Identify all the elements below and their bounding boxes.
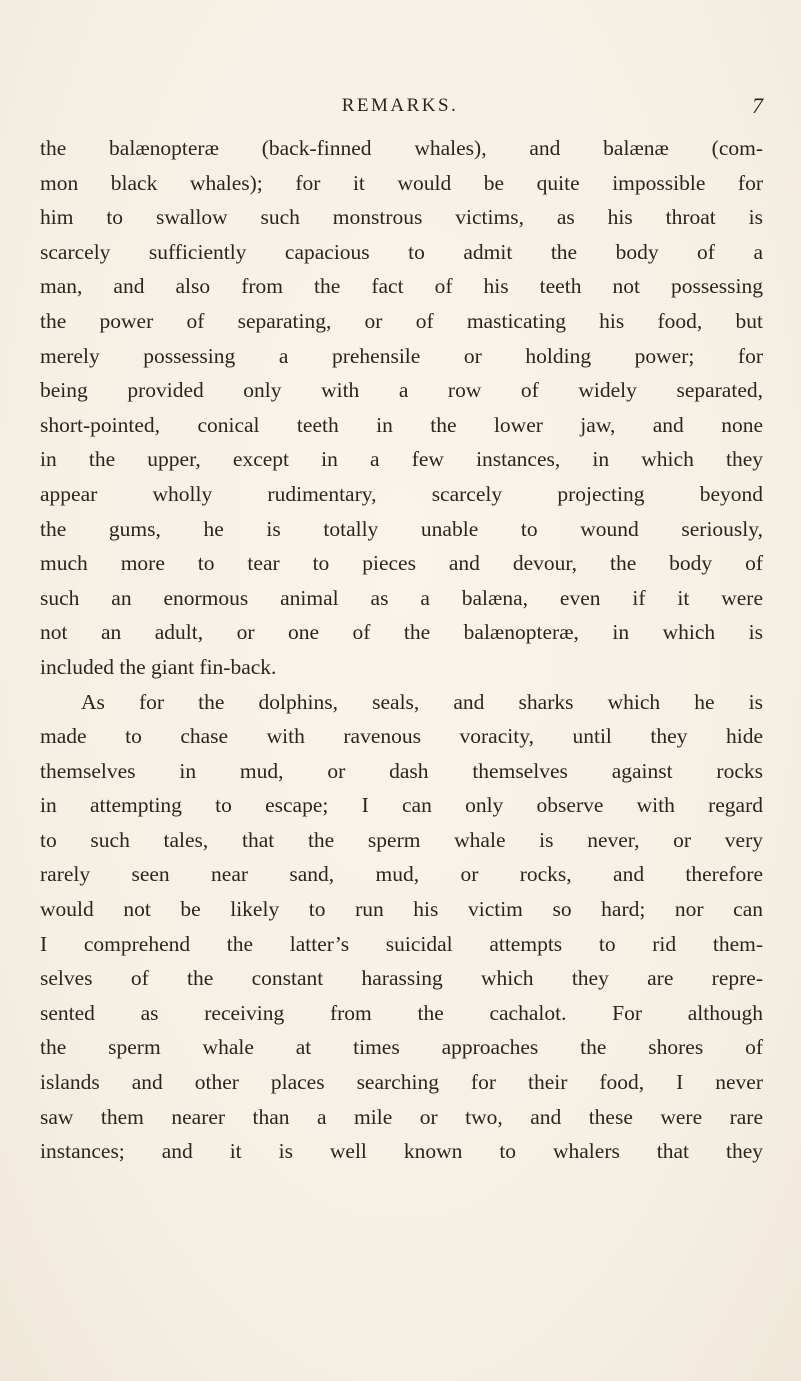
text-line: not an adult, or one of the balænopteræ, in which is [40, 620, 763, 645]
text-line: such an enormous animal as a balæna, even if it were [40, 585, 763, 610]
text-line: would not be likely to run his victim so hard; nor can [40, 897, 763, 922]
body-text [40, 131, 763, 1169]
page-number: 7 [752, 93, 763, 118]
text-line: the gums, he is totally unable to wound seriously, [40, 516, 763, 541]
text-line: man, and also from the fact of his teeth not possessing [40, 274, 763, 299]
text-line: the sperm whale at times approaches the shores of [40, 1035, 763, 1060]
text-line: much more to tear to pieces and devour, the body of [40, 551, 763, 576]
paragraph-end-line: included the giant fin-back. [40, 654, 277, 679]
text-line: instances; and it is well known to whalers that they [40, 1139, 763, 1164]
text-line: the balænopteræ (back-finned whales), and balænæ (com- [40, 136, 763, 160]
text-line: rarely seen near sand, mud, or rocks, and therefore [40, 862, 763, 887]
text-line: the power of separating, or of masticating his food, but [40, 308, 763, 333]
text-line: being provided only with a row of widely separated, [40, 378, 763, 403]
text-line: selves of the constant harassing which they are repre- [40, 966, 763, 991]
text-line: mon black whales); for it would be quite impossible for [40, 170, 763, 195]
text-line: short-pointed, conical teeth in the lower jaw, and none [40, 412, 763, 437]
text-line: themselves in mud, or dash themselves against rocks [40, 758, 763, 783]
text-line: saw them nearer than a mile or two, and these were rare [40, 1104, 763, 1129]
paragraph-start-line: As for the dolphins, seals, and sharks which he is [81, 689, 763, 714]
text-line: appear wholly rudimentary, scarcely projecting beyond [40, 481, 763, 506]
text-line: made to chase with ravenous voracity, until they hide [40, 724, 763, 749]
text-line: in the upper, except in a few instances, in which they [40, 447, 763, 472]
text-line: to such tales, that the sperm whale is never, or very [40, 827, 763, 852]
running-head [0, 91, 801, 121]
running-title: REMARKS. [341, 95, 459, 116]
text-line: merely possessing a prehensile or holding power; for [40, 343, 763, 368]
text-line: scarcely sufficiently capacious to admit the body of a [40, 239, 763, 264]
text-line: islands and other places searching for their food, I never [40, 1070, 763, 1095]
text-line: I comprehend the latter’s suicidal attempts to rid them- [40, 931, 763, 956]
text-line: in attempting to escape; I can only observe with regard [40, 793, 763, 818]
text-line: sented as receiving from the cachalot. For although [40, 1000, 763, 1025]
text-line: him to swallow such monstrous victims, as his throat is [40, 205, 763, 230]
